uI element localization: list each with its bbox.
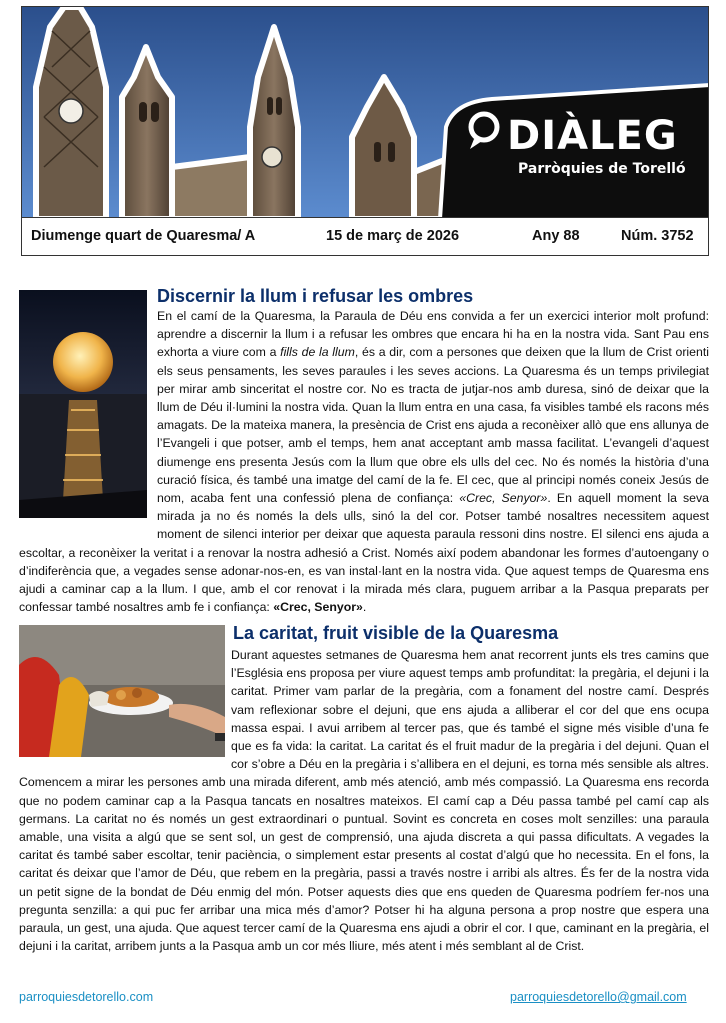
issue-label: Diumenge quart de Quaresma/ A: [31, 228, 256, 244]
article1-body: En el camí de la Quaresma, la Paraula de Déu ens convida a fer un exercici interior molt profund: aprendre a discernir la llum i a refusar les ombres que encara hi ha en la nostra vida. Sant Pau ens exhorta a viure com a fills de la llum, és a dir, com a persones que deixen que la llum de Crist orienti els seus pensaments, les seves paraules i les seves accions. La Quaresma és un temps privilegiat per mirar amb sinceritat el nostre cor. No es tracta de jutjar-nos amb duresa, sinó de deixar que la llum de Déu il·lumini la nostra vida. Quan la llum entra en una casa, fa visibles també els racons més amagats. De la mateixa manera, la presència de Crist ens ajuda a reconèixer allò que ens allunya de l’Evangeli i que potser, amb el temps, hem anat acceptant amb massa facilitat. L’evangeli d’aquest diumenge ens presenta Jesús com la llum que obre els ulls del cec. No és només la història d’una curació física, és també una imatge del camí de la fe. El cec, que al principi només coneix Jesús de nom, acaba fent una confessió plena de confiança: «Crec, Senyor». En aquell moment la seva mirada ja no és només la dels ulls, sinó la del cor. Potser també nosaltres necessitem aquest moment de silenci interior per deixar que aquesta paraula ressoni dins nostre. El silenci ens ajuda a escoltar, a reconèixer la veritat i a renovar la nostra adhesió a Crist. Només així podem abandonar les formes d’autoengany o d’indiferència que, a vegades sense adonar-nos-en, es van instal·lant en la nostra vida. Que aquest temps de Quaresma ens ajudi a caminar cap a la llum. I que, amb el cor renovat i la mirada més clara, puguem arribar a la Pasqua preparats per confessar també nosaltres amb fe i confiança: «Crec, Senyor».: [19, 309, 710, 615]
article2-body: Durant aquestes setmanes de Quaresma hem anat recorrent junts els tres camins que l’Església ens proposa per viure aquest temps amb profunditat: la pregària, el dejuni i la caritat. Primer vam parlar de la pregària, com a fonament del nostre camí. Després vam reflexionar sobre el dejuni, que ens ajuda a alliberar el cor del que ens ocupa massa espai. I avui arribem al tercer pas, que és també el signe més visible d’una fe que es fa vida: la caritat. La caritat és el fruit madur de la pregària i del dejuni. Quan el cor s’obre a Déu en la pregària i s’allibera en el dejuni, es torna més sensible als altres. Comencem a mirar les persones amb una mirada diferent, amb més atenció, amb més compassió. La Quaresma ens recorda que no podem caminar cap a la Pasqua tancats en nosaltres mateixos. El camí cap a Déu passa també pel camí cap als germans. La caritat no és només un gest extraordinari o puntual. Sovint es concreta en coses molt senzilles: una paraula amable, una visita a algú que se sent sol, un gest de comprensió, una ajuda discreta a qui passa dificultats. A vegades la caritat és també saber escoltar, tenir paciència, o simplement estar presents al costat d’algú que ho necessita. En el fons, la caritat és deixar que l’amor de Déu, que rebem en la pregària, passi a través nostre i arribi als altres. És fer de la nostra vida un petit signe de la bondat de Déu enmig del món. Potser aquests dies que ens queden de Quaresma podríem fer-nos una pregunta senzilla: a qui puc fer arribar una mica més d’amor? Potser hi ha alguna persona a prop nostre que espera una paraula, un gest, una ajuda. Que aquest tercer camí de la Quaresma ens ajudi a obrir el cor. I que, caminant en la pregària, el dejuni i la caritat, arribem junts a la Pasqua amb un cor més lliure, més atent i més semblant al de Crist.: [19, 648, 709, 954]
article1-title: Discernir la llum i refusar les ombres: [157, 286, 474, 306]
footer-website-link[interactable]: parroquiesdetorello.com: [19, 990, 154, 1004]
footer-email-link[interactable]: parroquiesdetorello@gmail.com: [510, 990, 687, 1004]
header-banner: [21, 6, 709, 256]
masthead-subtitle: Parròquies de Torelló: [518, 161, 686, 177]
issue-number: Núm. 3752: [621, 228, 694, 244]
article2-title: La caritat, fruit visible de la Quaresma: [233, 623, 559, 643]
masthead-title: DIÀLEG: [507, 113, 678, 159]
issue-info-bar: [22, 217, 709, 256]
issue-year: Any 88: [532, 228, 580, 244]
clock-icon: [262, 147, 282, 167]
issue-date: 15 de març de 2026: [326, 228, 460, 244]
clock-icon: [59, 99, 83, 123]
